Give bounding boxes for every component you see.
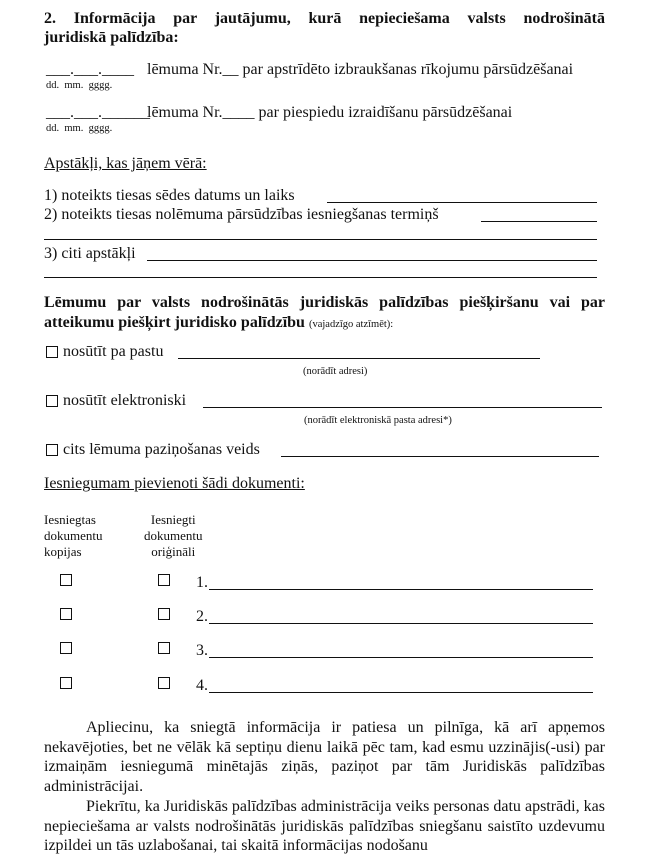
document-field-1[interactable] [209, 589, 593, 590]
post-hint: (norādīt adresi) [303, 366, 368, 377]
copies-header-line: dokumentu [44, 528, 103, 543]
delivery-heading-bold: atteikumu piešķirt juridisko palīdzību [44, 314, 305, 331]
declaration-paragraph-1: Apliecinu, ka sniegtā informācija ir patiesa un pilnīga, kā arī apņemos nekavējoties, bet ne vēlāk kā septiņu dienu laikā pēc tam, kad esmu uzzinājis(-usi) par izmaiņām iesniegumā minētajās ziņās, paziņot par tām Juridiskās palīdzības administrācijai. [44, 719, 605, 795]
attachments-heading: Iesniegumam pievienoti šādi dokumenti: [44, 475, 305, 492]
document-field-3[interactable] [209, 657, 593, 658]
original-checkbox-2[interactable] [158, 608, 170, 620]
copies-header-line: Iesniegtas [44, 512, 96, 527]
document-field-2[interactable] [209, 623, 593, 624]
circumstance-item-3: 3) citi apstākļi [44, 245, 136, 262]
circumstances-heading: Apstākļi, kas jāņem vērā: [44, 155, 207, 172]
copy-checkbox-4[interactable] [60, 677, 72, 689]
document-field-4[interactable] [209, 692, 593, 693]
electronic-address-field[interactable] [203, 407, 602, 408]
circumstance-2-field[interactable] [481, 221, 597, 222]
copy-checkbox-1[interactable] [60, 574, 72, 586]
section-heading-line1: 2. Informācija par jautājumu, kurā nepieciešama valsts nodrošinātā [44, 10, 605, 27]
declaration-paragraph-2: Piekrītu, ka Juridiskās palīdzības administrācija veiks personas datu apstrādi, kas nepieciešama ar valsts nodrošinātās juridiskās palīdzības sniegšanu saistīto uzdevumu izpildei un tās uzlabošanai, tai skaitā informācijas nodošanu [44, 798, 605, 854]
originals-header-line: oriģināli [151, 544, 196, 559]
document-number-2: 2. [196, 608, 208, 625]
circumstance-1-field[interactable] [327, 202, 597, 203]
delivery-heading-line1: Lēmumu par valsts nodrošinātās juridiskās palīdzības piešķiršanu vai par [44, 294, 605, 311]
copies-header-line: kopijas [44, 544, 82, 559]
decision-2-date-blank[interactable]: ___.___.______ [46, 104, 150, 121]
other-label: cits lēmuma paziņošanas veids [63, 441, 260, 458]
originals-column-header [144, 512, 203, 560]
decision-1-text: lēmuma Nr.__ par apstrīdēto izbraukšanas rīkojumu pārsūdzēšanai [147, 61, 574, 78]
original-checkbox-3[interactable] [158, 642, 170, 654]
copy-checkbox-3[interactable] [60, 642, 72, 654]
circumstance-item-2: 2) noteikts tiesas nolēmuma pārsūdzības iesniegšanas termiņš [44, 206, 439, 223]
other-checkbox[interactable] [46, 444, 58, 456]
electronic-hint: (norādīt elektroniskā pasta adresi*) [304, 415, 452, 426]
post-checkbox[interactable] [46, 346, 58, 358]
circumstance-extra-line[interactable] [44, 239, 597, 240]
delivery-heading-line2 [44, 314, 393, 332]
document-number-4: 4. [196, 677, 208, 694]
decision-1-date-blank[interactable]: ___.___.____ [46, 61, 134, 78]
circumstance-3-field[interactable] [147, 260, 597, 261]
circumstance-extra-line-2[interactable] [44, 277, 597, 278]
delivery-heading-note: (vajadzīgo atzīmēt): [308, 319, 394, 330]
electronic-checkbox[interactable] [46, 395, 58, 407]
section-heading-line2: juridiskā palīdzība: [44, 29, 179, 46]
original-checkbox-1[interactable] [158, 574, 170, 586]
copies-column-header [44, 512, 103, 560]
post-label: nosūtīt pa pastu [63, 343, 164, 360]
other-method-field[interactable] [281, 456, 599, 457]
decision-2-date-hint: dd. mm. gggg. [46, 123, 113, 134]
document-number-1: 1. [196, 574, 208, 591]
post-address-field[interactable] [178, 358, 540, 359]
electronic-label: nosūtīt elektroniski [63, 392, 187, 409]
decision-1-date-hint: dd. mm. gggg. [46, 80, 113, 91]
original-checkbox-4[interactable] [158, 677, 170, 689]
decision-2-text: lēmuma Nr.____ par piespiedu izraidīšanu pārsūdzēšanai [147, 104, 513, 121]
copy-checkbox-2[interactable] [60, 608, 72, 620]
originals-header-line: dokumentu [144, 528, 203, 543]
document-number-3: 3. [196, 642, 208, 659]
circumstance-item-1: 1) noteikts tiesas sēdes datums un laiks [44, 187, 295, 204]
originals-header-line: Iesniegti [150, 512, 196, 527]
